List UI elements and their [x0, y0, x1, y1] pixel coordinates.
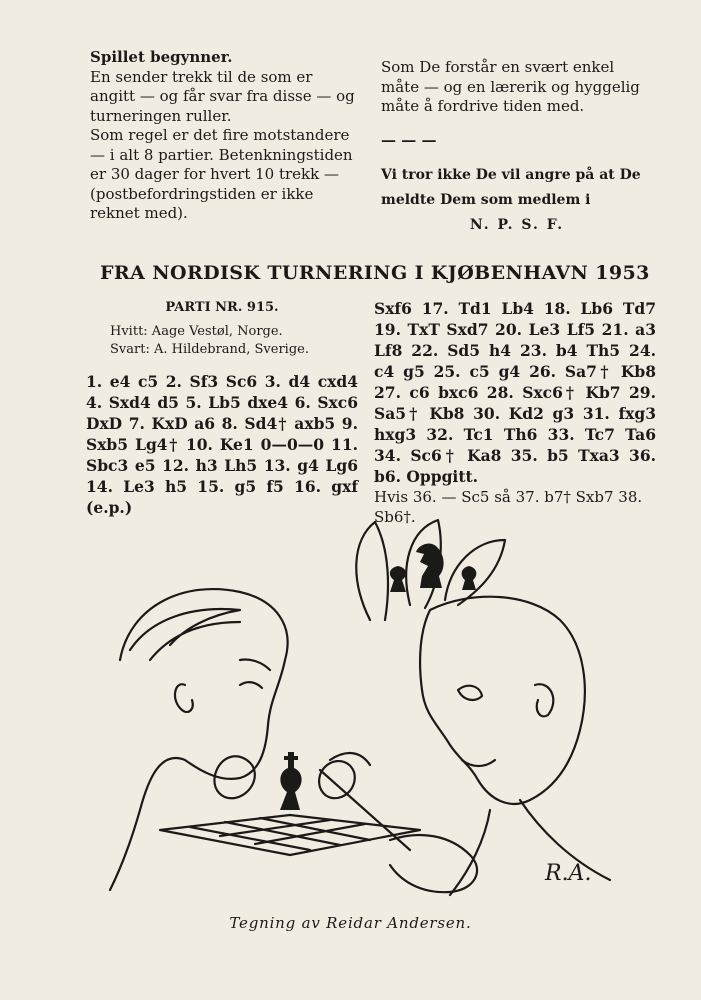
feather: [356, 522, 388, 620]
game-column-left: [86, 300, 358, 518]
signature: N. P. S. F.: [469, 216, 565, 233]
white-player: Hvitt: Aage Vestøl, Norge.: [110, 324, 283, 339]
section-subheading: Spillet begynner.: [90, 48, 233, 66]
game-column-right: [374, 298, 656, 527]
left-player-ear: [175, 684, 193, 712]
paragraph: Som De forstår en svært enkel måte — og en lærerik og hyggelig måte å fordrive tiden med.: [381, 58, 640, 115]
caricature-drawing: [90, 510, 650, 910]
game-moves-part1: 1. e4 c5 2. Sf3 Sc6 3. d4 cxd4 4. Sxd4 d5 5. Lb5 dxe4 6. Sxc6 DxD 7. KxD a6 8. Sd4† axb5 9. Sxb5 Lg4† 10. Ke1 0—0—0 11. Sbc3 e5 12. h3 Lh5 13. g4 Lg6 14. Le3 h5 15. g5 f5 16. gxf (e.p.): [86, 372, 358, 517]
paragraph: Som regel er det fire motstandere — i alt 8 partier. Betenkningstiden er 30 dager for hvert 10 trekk — (postbefordringstiden er ikke reknet med).: [90, 126, 353, 222]
small-figure-right: [319, 761, 355, 798]
section-heading: FRA NORDISK TURNERING I KJØBENHAVN 1953: [100, 262, 650, 284]
dash-separator: — — —: [381, 130, 437, 149]
black-player: Svart: A. Hildebrand, Sverige.: [110, 342, 309, 357]
left-player-hair: [130, 609, 240, 660]
knight-piece: [416, 544, 444, 588]
left-player-brow: [240, 659, 270, 688]
game-moves-part2: Sxf6 17. Td1 Lb4 18. Lb6 Td7 19. TxT Sxd7 20. Le3 Lf5 21. a3 Lf8 22. Sd5 h4 23. b4 Th5 24. c4 g5 25. c5 g4 26. Sa7† Kb8 27. c6 bxc6 28. Sxc6† Kb7 29. Sa5† Kb8 30. Kd2 g3 31. fxg3 hxg3 32. Tc1 Th6 33. Tc7 Ta6 34. Sc6† Ka8 35. b5 Txa3 36. b6. Oppgitt.: [374, 299, 656, 486]
right-player-outline: [420, 597, 585, 804]
pawn-piece: [390, 566, 406, 592]
artist-signature: R.A.: [545, 861, 592, 886]
game-players: [110, 323, 358, 359]
game-title: PARTI NR. 915.: [165, 300, 279, 315]
paragraph: En sender trekk til de som er angitt — og får svar fra disse — og turneringen ruller.: [90, 67, 355, 125]
intro-column-left: [90, 48, 362, 224]
left-player-outline: [110, 589, 288, 890]
king-piece: [280, 752, 302, 810]
game-note: Hvis 36. — Sc5 så 37. b7† Sxb7 38. Sb6†.: [374, 488, 643, 526]
chess-pieces: [280, 544, 476, 810]
closing-text: Vi tror ikke De vil angre på at De meldte Dem som medlem i: [381, 166, 641, 208]
right-player-eye: [458, 686, 482, 700]
pawn-piece: [462, 566, 477, 590]
intro-column-right: [381, 58, 653, 247]
right-player-ear: [535, 684, 553, 716]
drawing-caption: Tegning av Reidar Andersen.: [229, 914, 472, 932]
